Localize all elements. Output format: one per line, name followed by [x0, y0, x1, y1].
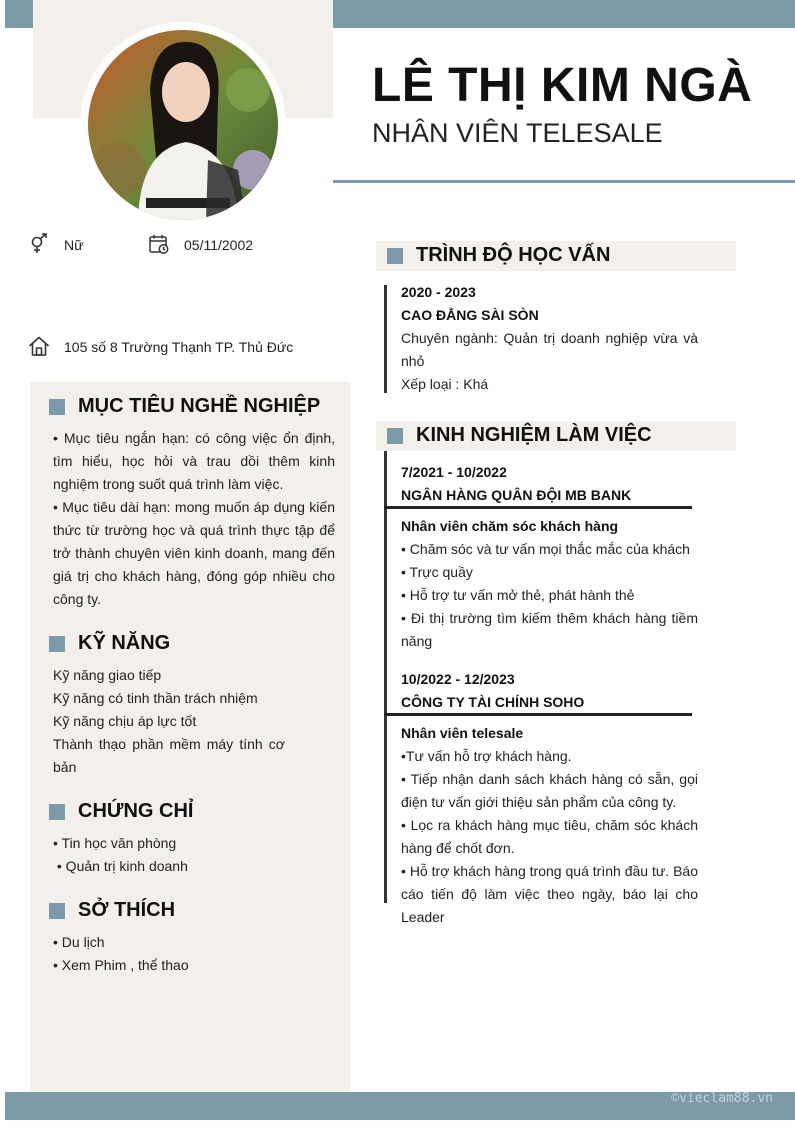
birthdate-value: 05/11/2002 [184, 237, 254, 253]
skill-item: Kỹ năng chịu áp lực tốt [53, 713, 197, 729]
job-period: 10/2022 - 12/2023 [401, 671, 515, 687]
job-divider [384, 506, 692, 509]
section-marker [49, 903, 65, 919]
section-marker [387, 248, 403, 264]
calendar-icon [148, 233, 170, 255]
skills-title: KỸ NĂNG [78, 632, 171, 654]
education-timeline [384, 285, 387, 393]
skill-item: Kỹ năng giao tiếp [53, 667, 162, 683]
education-period: 2020 - 2023 [401, 284, 476, 300]
objective-long-term: • Mục tiêu dài hạn: mong muốn áp dụng kiến thức từ trường học và quá trình thực tập để trở thành chuyên viên kinh doanh, mang đến giá trị cho khách hàng, đóng góp nhiều cho công ty. [53, 499, 335, 607]
job-duty: • Lọc ra khách hàng mục tiêu, chăm sóc khách hàng để chốt đơn. [401, 817, 698, 856]
job-duty: • Hỗ trợ khách hàng trong quá trình đầu tư. Báo cáo tiến độ làm việc theo ngày, báo lại cho Leader [401, 863, 698, 925]
job-divider [384, 713, 692, 716]
home-icon [28, 335, 50, 357]
education-title: TRÌNH ĐỘ HỌC VẤN [416, 244, 611, 266]
skill-item: Thành thạo phần mềm máy tính cơ bản [53, 736, 285, 775]
job-period: 7/2021 - 10/2022 [401, 464, 507, 480]
objective-title: MỤC TIÊU NGHỀ NGHIỆP [78, 395, 321, 417]
job-role: Nhân viên chăm sóc khách hàng [401, 518, 619, 534]
objective-short-term: • Mục tiêu ngắn hạn: có công việc ổn định, tìm hiểu, học hỏi và trau dồi thêm kinh nghiệm trong suốt quá trình làm việc. [53, 430, 335, 492]
certificate-item: • Tin học văn phòng [53, 835, 177, 851]
hobby-item: • Du lịch [53, 934, 105, 950]
job-duty: • Hỗ trợ tư vấn mở thẻ, phát hành thẻ [401, 587, 635, 603]
job-duty: • Trực quầy [401, 564, 473, 580]
watermark: ©vieclam88.vn [671, 1091, 773, 1106]
skill-item: Kỹ năng có tinh thần trách nhiệm [53, 690, 258, 706]
address-value: 105 số 8 Trường Thạnh TP. Thủ Đức [64, 339, 294, 355]
education-major: Chuyên ngành: Quản trị doanh nghiệp vừa và nhỏ [401, 330, 698, 369]
gender-value: Nữ [64, 237, 84, 253]
header-divider [333, 180, 795, 183]
job-company: NGÂN HÀNG QUÂN ĐỘI MB BANK [401, 487, 632, 503]
certificate-item: • Quản trị kinh doanh [53, 858, 188, 874]
section-marker [49, 804, 65, 820]
education-grade: Xếp loại : Khá [401, 376, 489, 392]
job-company: CÔNG TY TÀI CHÍNH SOHO [401, 694, 585, 710]
avatar [88, 30, 278, 220]
job-title: NHÂN VIÊN TELESALE [372, 118, 663, 148]
education-school: CAO ĐẲNG SÀI SÒN [401, 307, 539, 323]
candidate-name: LÊ THỊ KIM NGÀ [372, 59, 753, 112]
certificates-title: CHỨNG CHỈ [78, 800, 194, 822]
hobbies-title: SỞ THÍCH [78, 899, 176, 921]
experience-timeline [384, 451, 387, 903]
gender-icon [28, 233, 50, 255]
job-duty: • Đi thị trường tìm kiếm thêm khách hàng tiềm năng [401, 610, 698, 649]
job-duty: • Chăm sóc và tư vấn mọi thắc mắc của khách [401, 541, 690, 557]
section-marker [387, 428, 403, 444]
section-marker [49, 636, 65, 652]
job-duty: • Tiếp nhận danh sách khách hàng có sẵn, gọi điện tư vấn giới thiệu sản phẩm của công ty. [401, 771, 698, 810]
section-marker [49, 399, 65, 415]
job-duty: •Tư vấn hỗ trợ khách hàng. [401, 748, 572, 764]
hobby-item: • Xem Phim , thể thao [53, 957, 189, 973]
job-role: Nhân viên telesale [401, 725, 524, 741]
experience-title: KINH NGHIỆM LÀM VIỆC [416, 424, 652, 446]
